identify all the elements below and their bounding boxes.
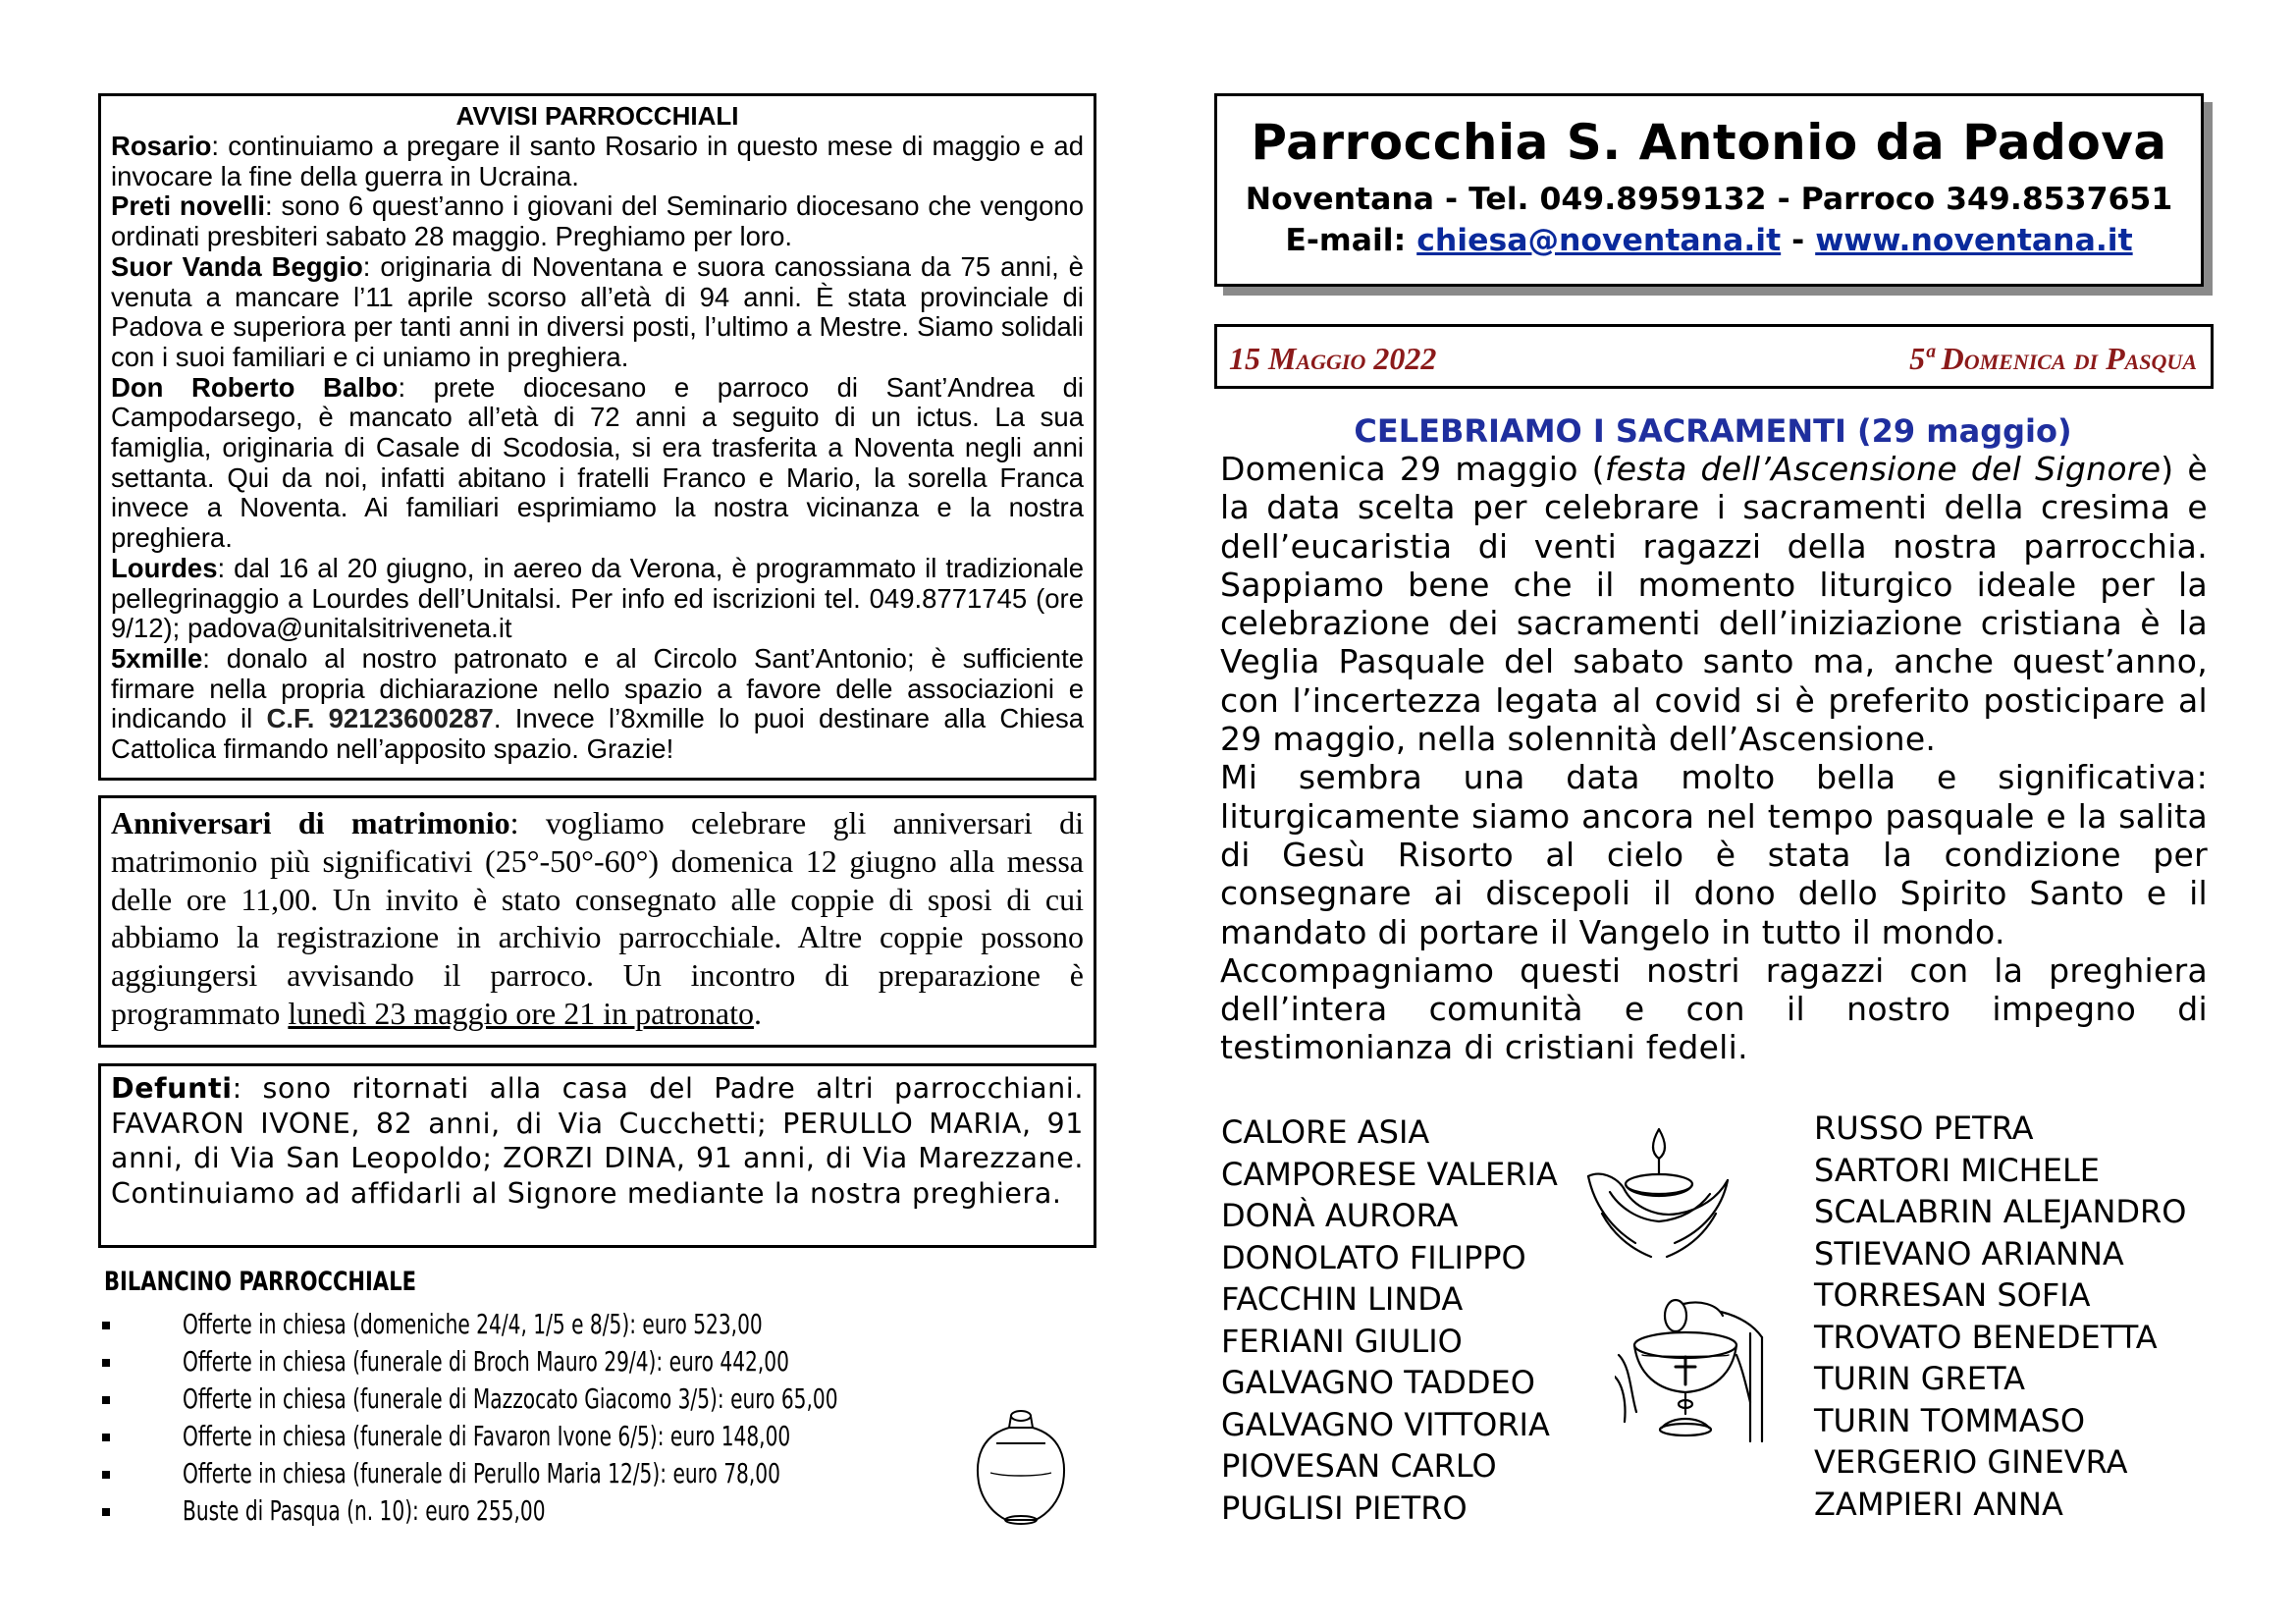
- celebriamo-title: CELEBRIAMO I SACRAMENTI (29 maggio): [1354, 412, 2072, 450]
- avviso-don: [111, 373, 1084, 554]
- avviso-preti: [111, 191, 1084, 251]
- email-link[interactable]: chiesa@noventana.it: [1416, 223, 1782, 258]
- liturgical-sunday: 5ª Domenica di Pasqua: [1909, 341, 2197, 376]
- bilancino-item: Offerte in chiesa (funerale di Broch Mauro 29/4): euro 442,00: [183, 1345, 789, 1378]
- list-item: TROVATO BENEDETTA: [1814, 1318, 2158, 1356]
- avviso-lourdes: [111, 554, 1084, 644]
- bilancino-item: Offerte in chiesa (funerale di Favaron Ivone 6/5): euro 148,00: [183, 1420, 791, 1452]
- website-link[interactable]: www.noventana.it: [1815, 223, 2133, 258]
- oil-lamp-hands-icon: [1580, 1119, 1737, 1272]
- anniversari-body: : vogliamo celebrare gli anniversari di matrimonio più significativi (25°-50°-60°) domenica 12 giugno alla messa delle ore 11,00. Un invito è stato consegnato alle coppie di sposi di cui abbiamo la registrazione in archivio parrocchiale. Altre coppie possono aggiungersi avvisando il parroco. Un incontro di preparazione è programmato: [111, 805, 1085, 1031]
- list-item: PIOVESAN CARLO: [1221, 1447, 1497, 1485]
- list-item: TURIN TOMMASO: [1814, 1401, 2086, 1439]
- defunti-body: : sono ritornati alla casa del Padre altri parrocchiani. FAVARON IVONE, 82 anni, di Via Cucchetti; PERULLO MARIA, 91 anni, di Via San Leopoldo; ZORZI DINA, 91 anni, di Via Marezzane. Continuiamo ad affidarli al Signore mediante la nostra preghiera.: [111, 1072, 1084, 1210]
- celebriamo-paragraph-1: [1220, 450, 2208, 758]
- don-label: Don Roberto Balbo: [111, 371, 399, 403]
- list-item: GALVAGNO VITTORIA: [1221, 1405, 1550, 1443]
- bilancino-item: Offerte in chiesa (funerale di Mazzocato Giacomo 3/5): euro 65,00: [183, 1382, 838, 1415]
- list-item: VERGERIO GINEVRA: [1814, 1443, 2128, 1481]
- avviso-suor: [111, 252, 1084, 373]
- names-list-left: [1221, 1111, 1558, 1529]
- list-item: FERIANI GIULIO: [1221, 1322, 1463, 1360]
- mille-label: 5xmille: [111, 642, 203, 674]
- lourdes-text: : dal 16 al 20 giugno, in aereo da Verona, è programmato il tradizionale pellegrinaggio a Lourdes dell’Unitalsi. Per info ed iscrizioni tel. 049.8771745 (ore 9/12); padova@unitalsitriveneta.it: [111, 552, 1084, 644]
- bullet-icon: [102, 1471, 110, 1479]
- p1-start: Domenica 29 maggio (: [1220, 450, 1605, 488]
- celebriamo-paragraph-2: Mi sembra una data molto bella e significativa: liturgicamente siamo ancora nel tempo pasquale e la salita di Gesù Risorto al cielo è stata la condizione per consegnare ai discepoli il dono dello Spirito Santo e il mandato di portare il Vangelo in tutto il mondo.: [1220, 758, 2208, 951]
- list-item: CAMPORESE VALERIA: [1221, 1155, 1558, 1193]
- p1-end: ) è la data scelta per celebrare i sacramenti della cresima e dell’eucaristia di venti ragazzi della nostra parrocchia. Sappiamo bene che il momento liturgico ideale per la celebrazione dei sacramenti dell’iniziazione cristiana è la Veglia Pasquale del sabato santo ma, anche quest’anno, con l’incertezza legata al covid si è preferito posticipare al 29 maggio, nella solennità dell’Ascensione.: [1220, 450, 2208, 759]
- bilancino-item: Offerte in chiesa (funerale di Perullo Maria 12/5): euro 78,00: [183, 1457, 780, 1489]
- list-item: SCALABRIN ALEJANDRO: [1814, 1193, 2187, 1230]
- bilancino-item: Offerte in chiesa (domeniche 24/4, 1/5 e 8/5): euro 523,00: [183, 1308, 763, 1340]
- parish-title: Parrocchia S. Antonio da Padova: [1251, 114, 2167, 171]
- date-bar: [1214, 324, 2214, 389]
- list-item: STIEVANO ARIANNA: [1814, 1234, 2124, 1272]
- suor-text: : originaria di Noventana e suora canossiana da 75 anni, è venuta a mancare l’11 aprile scorso all’età di 94 anni. È stata provinciale di Padova e superiora per tanti anni in diversi posti, l’ultimo a Mestre. Siamo solidali con i suoi familiari e ci uniamo in preghiera.: [111, 250, 1084, 372]
- defunti-box: [98, 1063, 1096, 1248]
- anniversari-box: [98, 795, 1096, 1048]
- list-item: DONÀ AURORA: [1221, 1197, 1459, 1234]
- lourdes-label: Lourdes: [111, 552, 218, 583]
- preti-text: : sono 6 quest’anno i giovani del Seminario diocesano che vengono ordinati presbiteri sabato 28 maggio. Preghiamo per loro.: [111, 190, 1084, 252]
- mille-cf: C.F. 92123600287: [266, 703, 494, 734]
- anniversari-underlined: lunedì 23 maggio ore 21 in patronato: [288, 995, 754, 1031]
- rosario-text: : continuiamo a pregare il santo Rosario in questo mese di maggio e ad invocare la fine della guerra in Ucraina.: [111, 131, 1084, 191]
- anniversari-text: [111, 804, 1084, 1033]
- mille-text-a: : donalo al nostro patronato e al Circolo Sant’Antonio; è sufficiente firmare nella propria dichiarazione nello spazio a favore delle associazioni e indicando il: [111, 642, 1084, 734]
- don-text: : prete diocesano e parroco di Sant’Andrea di Campodarsego, è mancato all’età di 72 anni a seguito di un ictus. La sua famiglia, originaria di Casale di Scodosia, si era trasferita a Noventa negli anni settanta. Qui da noi, infatti abitano i fratelli Franco e Mario, la sorella Franca invece a Noventa. Ai familiari esprimiamo la nostra vicinanza e la nostra preghiera.: [111, 371, 1084, 554]
- bilancino-item: Buste di Pasqua (n. 10): euro 255,00: [183, 1494, 546, 1527]
- bullet-icon: [102, 1508, 110, 1516]
- celebriamo-paragraph-3: Accompagniamo questi nostri ragazzi con la preghiera dell’intera comunità e con il nostro impegno di testimonianza di cristiani fedeli.: [1220, 950, 2208, 1067]
- parish-contacts: Noventana - Tel. 049.8959132 - Parroco 349.8537651: [1245, 182, 2173, 217]
- names-list-right: [1814, 1108, 2186, 1525]
- list-item: GALVAGNO TADDEO: [1221, 1364, 1535, 1401]
- list-item: CALORE ASIA: [1221, 1113, 1430, 1151]
- mille-text-b: . Invece l’8xmille lo puoi destinare alla Chiesa Cattolica firmando nell’apposito spazio. Grazie!: [111, 703, 1085, 765]
- bullet-icon: [102, 1434, 110, 1441]
- list-item: RUSSO PETRA: [1814, 1110, 2034, 1147]
- issue-date: 15 Maggio 2022: [1229, 341, 1437, 376]
- anniversari-label: Anniversari di matrimonio: [111, 805, 510, 840]
- bullet-icon: [102, 1322, 110, 1329]
- list-item: TORRESAN SOFIA: [1814, 1276, 2091, 1314]
- list-item: SARTORI MICHELE: [1814, 1151, 2100, 1189]
- preti-label: Preti novelli: [111, 190, 266, 222]
- defunti-label: Defunti: [111, 1072, 233, 1105]
- anniversari-end: .: [753, 995, 762, 1031]
- parish-links: [1217, 220, 2201, 261]
- defunti-text: [111, 1071, 1084, 1211]
- avviso-5xmille: [111, 644, 1084, 765]
- avvisi-box: [98, 93, 1096, 781]
- email-label: E-mail:: [1285, 223, 1417, 258]
- list-item: PUGLISI PIETRO: [1221, 1489, 1468, 1527]
- bullet-icon: [102, 1396, 110, 1404]
- list-item: ZAMPIERI ANNA: [1814, 1485, 2063, 1523]
- bilancino-title: BILANCINO PARROCCHIALE: [104, 1267, 417, 1297]
- list-item: TURIN GRETA: [1814, 1360, 2025, 1397]
- p1-emphasis: festa dell’Ascensione del Signore: [1604, 450, 2162, 488]
- chalice-host-icon: [1615, 1294, 1782, 1451]
- rosario-label: Rosario: [111, 131, 212, 161]
- bullet-icon: [102, 1359, 110, 1367]
- links-separator: -: [1781, 223, 1816, 258]
- list-item: FACCHIN LINDA: [1221, 1280, 1464, 1318]
- avvisi-title: AVVISI PARROCCHIALI: [455, 101, 739, 131]
- suor-label: Suor Vanda Beggio: [111, 250, 363, 282]
- parish-header: [1214, 93, 2204, 287]
- avviso-rosario: [111, 132, 1084, 191]
- offering-jar-icon: [967, 1404, 1075, 1527]
- celebriamo-body: [1220, 450, 2208, 1067]
- list-item: DONOLATO FILIPPO: [1221, 1238, 1526, 1276]
